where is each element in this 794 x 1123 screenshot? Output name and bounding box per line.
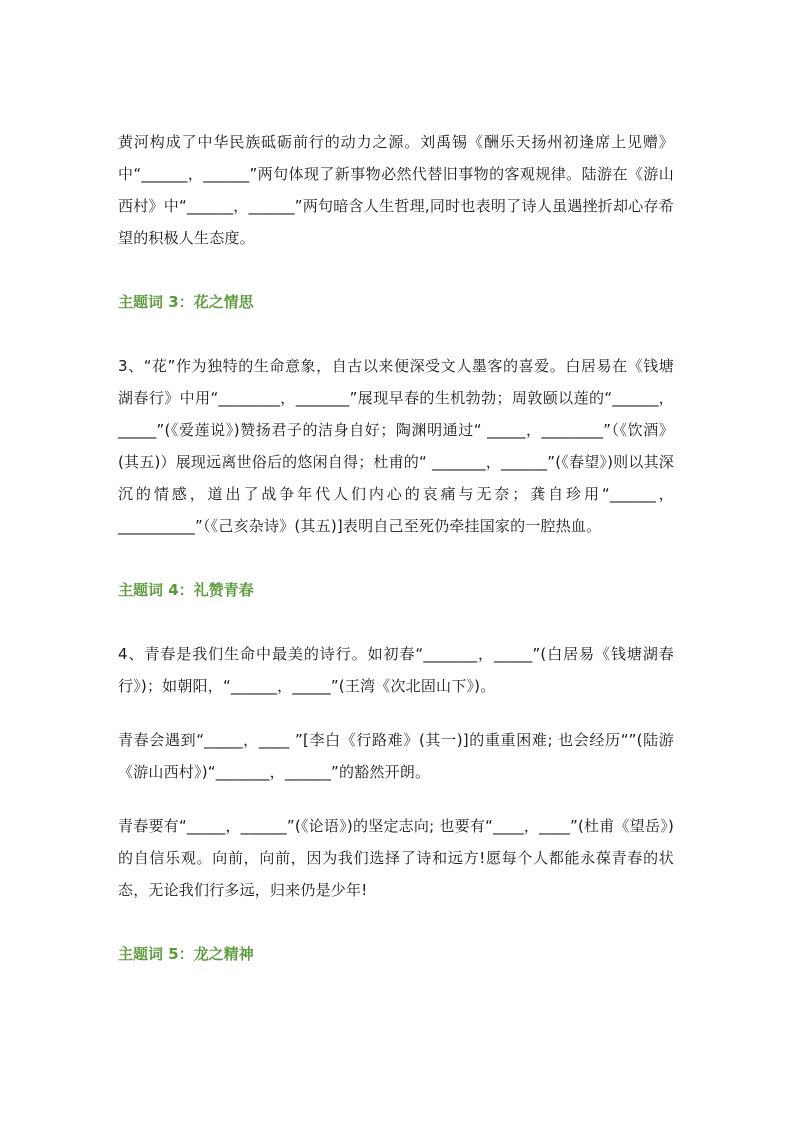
paragraph-youth-1: 4、青春是我们生命中最美的诗行。如初春“_______，_____”(白居易《钱塘湖春行》)；如朝阳，“______，_____”(王湾《次北固山下》)。 xyxy=(118,645,674,695)
heading-theme-4: 主题词 4：礼赞青春 xyxy=(118,581,254,599)
paragraph-youth-2: 青春会遇到“_____，____ ”[李白《行路难》(其一)]的重重困难; 也会经历“”(陆游《游山西村》)“_______，______”的豁然开朗。 xyxy=(118,731,674,781)
paragraph-youth-3: 青春要有“_____，______”(《论语》)的坚定志向; 也要有“____，____”(杜甫《望岳》)的自信乐观。向前，向前，因为我们选择了诗和远方!愿每个人都能永葆青春的状态，无论我们行多远，归来仍是少年! xyxy=(118,817,674,899)
heading-theme-5: 主题词 5：龙之精神 xyxy=(118,945,254,963)
heading-theme-3: 主题词 3：花之情思 xyxy=(118,293,254,311)
paragraph-flowers: 3、“花”作为独特的生命意象，自古以来便深受文人墨客的喜爱。白居易在《钱塘湖春行》中用“________，_______”展现早春的生机勃勃；周敦颐以莲的“______，_____”(《爱莲说》)赞扬君子的洁身自好；陶渊明通过“ _____，________”（《饮酒》(其五)）展现远离世俗后的悠闲自得；杜甫的“ _______，______”(《春望》)则以其深沉的情感，道出了战争年代人们内心的哀痛与无奈；龚自珍用“______，__________”（《己亥杂诗》(其五)]表明自己至死仍牵挂国家的一腔热血。 xyxy=(118,357,674,535)
paragraph-yellow-river: 黄河构成了中华民族砥砺前行的动力之源。刘禹锡《酬乐天扬州初逢席上见赠》中“______，______”两句体现了新事物必然代替旧事物的客观规律。陆游在《游山西村》中“______，______”两句暗含人生哲理,同时也表明了诗人虽遇挫折却心存希望的积极人生态度。 xyxy=(118,133,674,247)
document-page xyxy=(118,126,674,966)
